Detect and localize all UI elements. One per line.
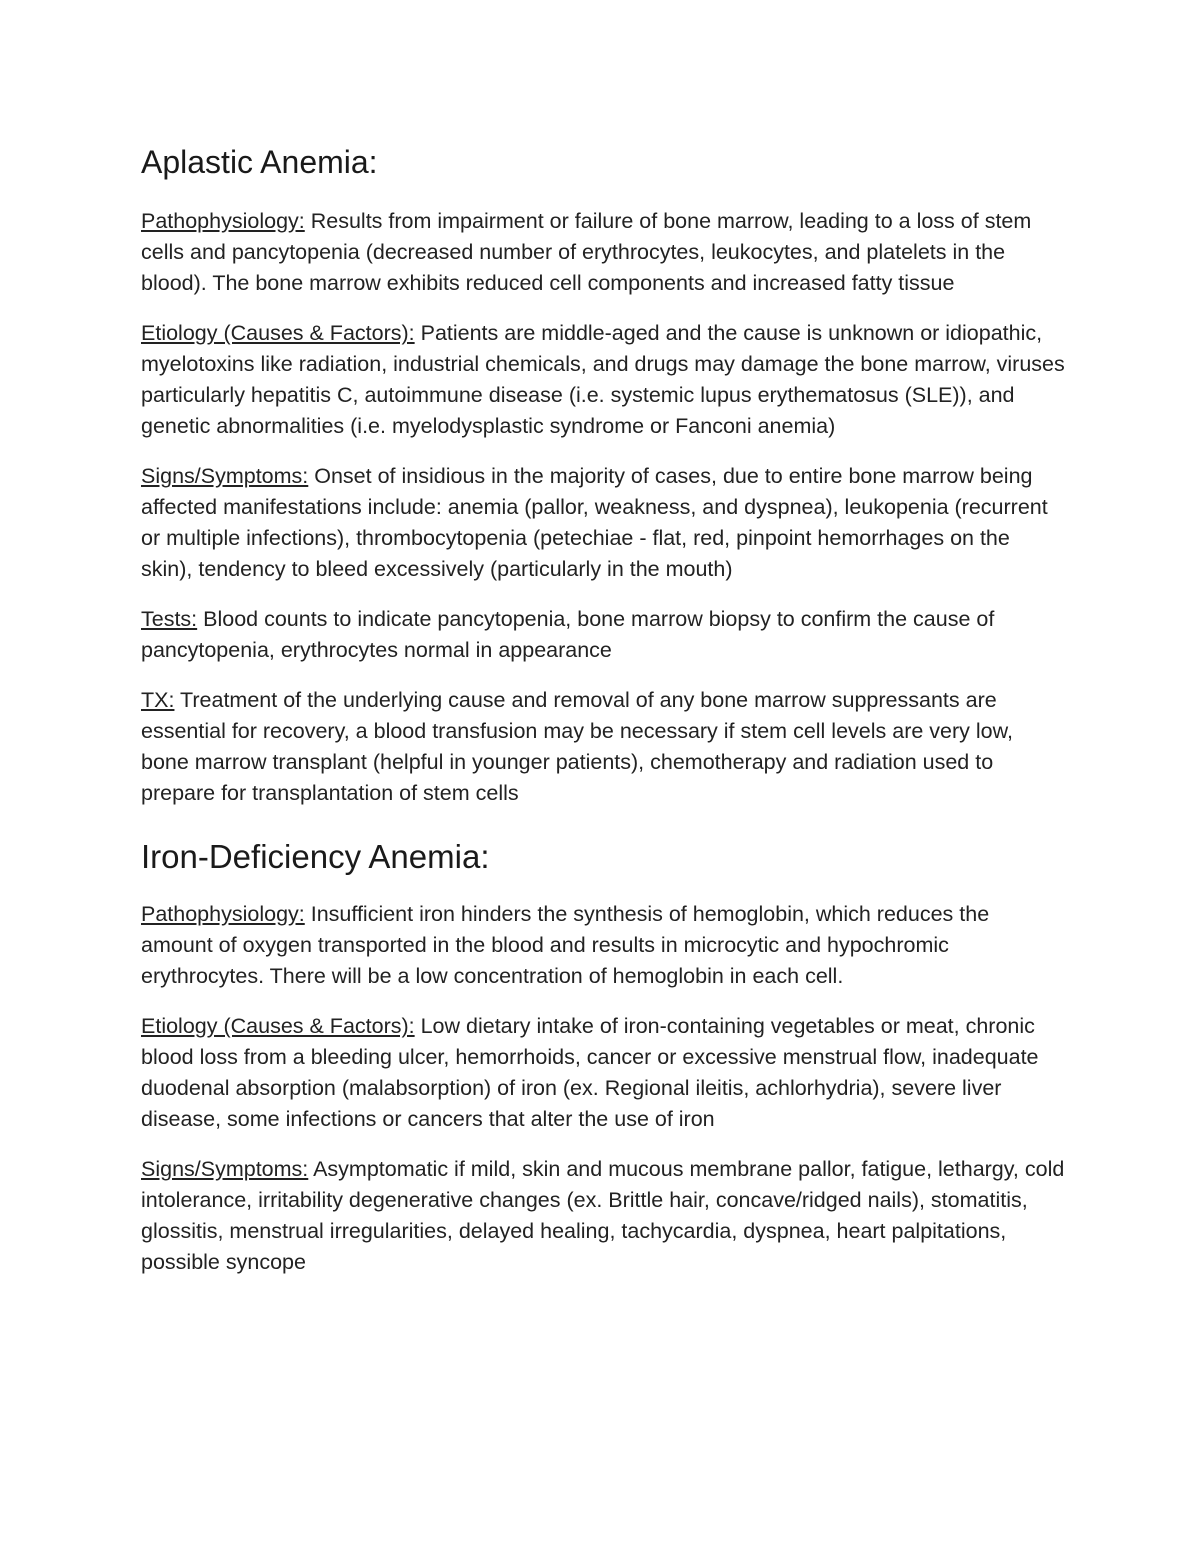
tests-text: Blood counts to indicate pancytopenia, bone marrow biopsy to confirm the cause of pancytopenia, erythrocytes normal in appearance	[141, 607, 995, 662]
etiology-text: Low dietary intake of iron-containing vegetables or meat, chronic blood loss from a bleeding ulcer, hemorrhoids, cancer or excessive menstrual flow, inadequate duodenal absorption (malabsorption) of iron (ex. Regional ileitis, achlorhydria), severe liver disease, some infections or cancers that alter the use of iron	[141, 1014, 1039, 1131]
document-page	[141, 140, 1066, 1297]
etiology-paragraph	[141, 318, 1066, 442]
etiology-label: Etiology (Causes & Factors):	[141, 321, 415, 345]
signs-symptoms-label: Signs/Symptoms:	[141, 1157, 309, 1181]
signs-symptoms-paragraph	[141, 1154, 1066, 1278]
signs-symptoms-label: Signs/Symptoms:	[141, 464, 309, 488]
pathophysiology-label: Pathophysiology:	[141, 209, 305, 233]
pathophysiology-paragraph	[141, 899, 1066, 992]
etiology-paragraph	[141, 1011, 1066, 1135]
treatment-text: Treatment of the underlying cause and removal of any bone marrow suppressants are essential for recovery, a blood transfusion may be necessary if stem cell levels are very low, bone marrow transplant (helpful in younger patients), chemotherapy and radiation used to prepare for transplantation of stem cells	[141, 688, 1013, 805]
signs-symptoms-text: Asymptomatic if mild, skin and mucous membrane pallor, fatigue, lethargy, cold intolerance, irritability degenerative changes (ex. Brittle hair, concave/ridged nails), stomatitis, glossitis, menstrual irregularities, delayed healing, tachycardia, dyspnea, heart palpitations, possible syncope	[141, 1157, 1065, 1274]
etiology-label: Etiology (Causes & Factors):	[141, 1014, 415, 1038]
pathophysiology-text: Results from impairment or failure of bone marrow, leading to a loss of stem cells and pancytopenia (decreased number of erythrocytes, leukocytes, and platelets in the blood). The bone marrow exhibits reduced cell components and increased fatty tissue	[141, 209, 1032, 295]
section-title: Iron-Deficiency Anemia:	[141, 838, 490, 875]
section-title: Aplastic Anemia:	[141, 144, 378, 180]
section-aplastic-anemia	[141, 140, 1066, 809]
pathophysiology-paragraph	[141, 206, 1066, 299]
etiology-text: Patients are middle-aged and the cause is unknown or idiopathic, myelotoxins like radiation, industrial chemicals, and drugs may damage the bone marrow, viruses particularly hepatitis C, autoimmune disease (i.e. systemic lupus erythematosus (SLE)), and genetic abnormalities (i.e. myelodysplastic syndrome or Fanconi anemia)	[141, 321, 1065, 438]
pathophysiology-text: Insufficient iron hinders the synthesis of hemoglobin, which reduces the amount of oxygen transported in the blood and results in microcytic and hypochromic erythrocytes. There will be a low concentration of hemoglobin in each cell.	[141, 902, 990, 988]
section-iron-deficiency-anemia	[141, 835, 1066, 1278]
treatment-label: TX:	[141, 688, 175, 712]
tests-label: Tests:	[141, 607, 198, 631]
signs-symptoms-text: Onset of insidious in the majority of cases, due to entire bone marrow being affected manifestations include: anemia (pallor, weakness, and dyspnea), leukopenia (recurrent or multiple infections), thrombocytopenia (petechiae - flat, red, pinpoint hemorrhages on the skin), tendency to bleed excessively (particularly in the mouth)	[141, 464, 1048, 581]
signs-symptoms-paragraph	[141, 461, 1066, 585]
pathophysiology-label: Pathophysiology:	[141, 902, 305, 926]
treatment-paragraph	[141, 685, 1066, 809]
tests-paragraph	[141, 604, 1066, 666]
